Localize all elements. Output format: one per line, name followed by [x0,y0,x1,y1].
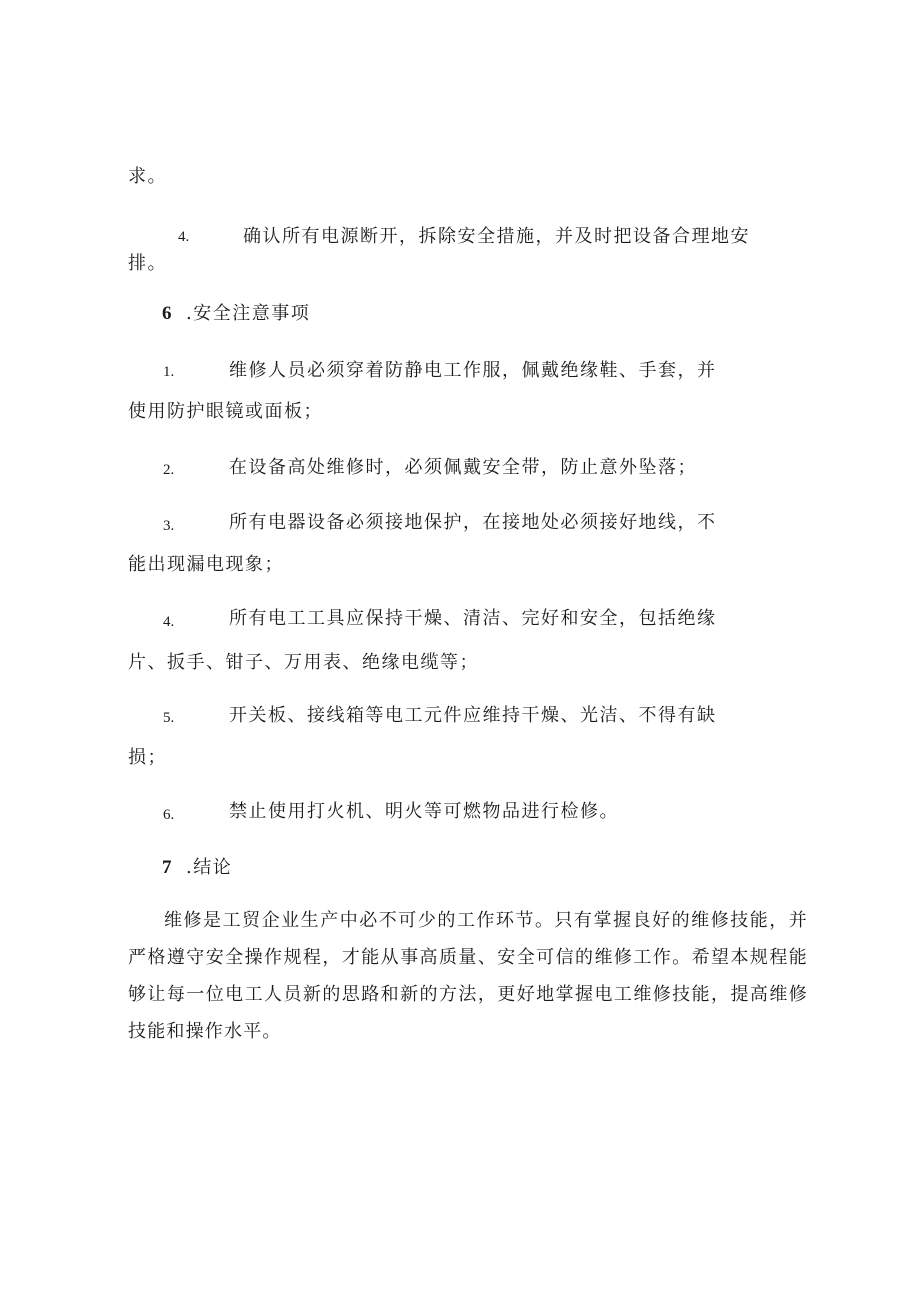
section-number: 7 [162,857,172,878]
list-item-text: 所有电工工具应保持干燥、清洁、完好和安全，包括绝缘 [229,608,717,629]
continuation-text: 求。 [128,166,167,187]
list-item-number: 4. [163,614,175,630]
list-item-text: 确认所有电源断开，拆除安全措施，并及时把设备合理地安 [243,226,750,247]
list-item-text-cont: 排。 [128,253,167,274]
list-item-number: 6. [163,807,175,823]
list-item-number: 2. [163,462,175,478]
list-item-text: 开关板、接线箱等电工元件应维持干燥、光洁、不得有缺 [229,705,717,726]
list-item-text: 所有电器设备必须接地保护，在接地处必须接好地线，不 [229,512,717,533]
list-item-text: 维修人员必须穿着防静电工作服，佩戴绝缘鞋、手套，并 [229,360,717,381]
list-item-text-cont: 能出现漏电现象； [128,554,284,575]
section-title: .安全注意事项 [186,303,311,324]
conclusion-paragraph: 维修是工贸企业生产中必不可少的工作环节。只有掌握良好的维修技能，并严格遵守安全操作规程，才能从事高质量、安全可信的维修工作。希望本规程能够让每一位电工人员新的思路和新的方法，更好地掌握电工维修技能，提高维修技能和操作水平。 [128,910,808,1042]
list-item-number: 1. [163,364,175,380]
list-item-text-cont: 片、扳手、钳子、万用表、绝缘电缆等； [128,652,479,673]
list-item-text-cont: 使用防护眼镜或面板； [128,401,323,422]
list-item-text: 在设备高处维修时，必须佩戴安全带，防止意外坠落； [229,457,697,478]
list-item-number: 4. [178,229,190,245]
section-title: .结论 [186,857,233,878]
list-item-text: 禁止使用打火机、明火等可燃物品进行检修。 [229,801,619,822]
list-item-number: 5. [163,710,175,726]
list-item-text-cont: 损； [128,747,167,768]
list-item-number: 3. [163,518,175,534]
section-number: 6 [162,303,172,324]
